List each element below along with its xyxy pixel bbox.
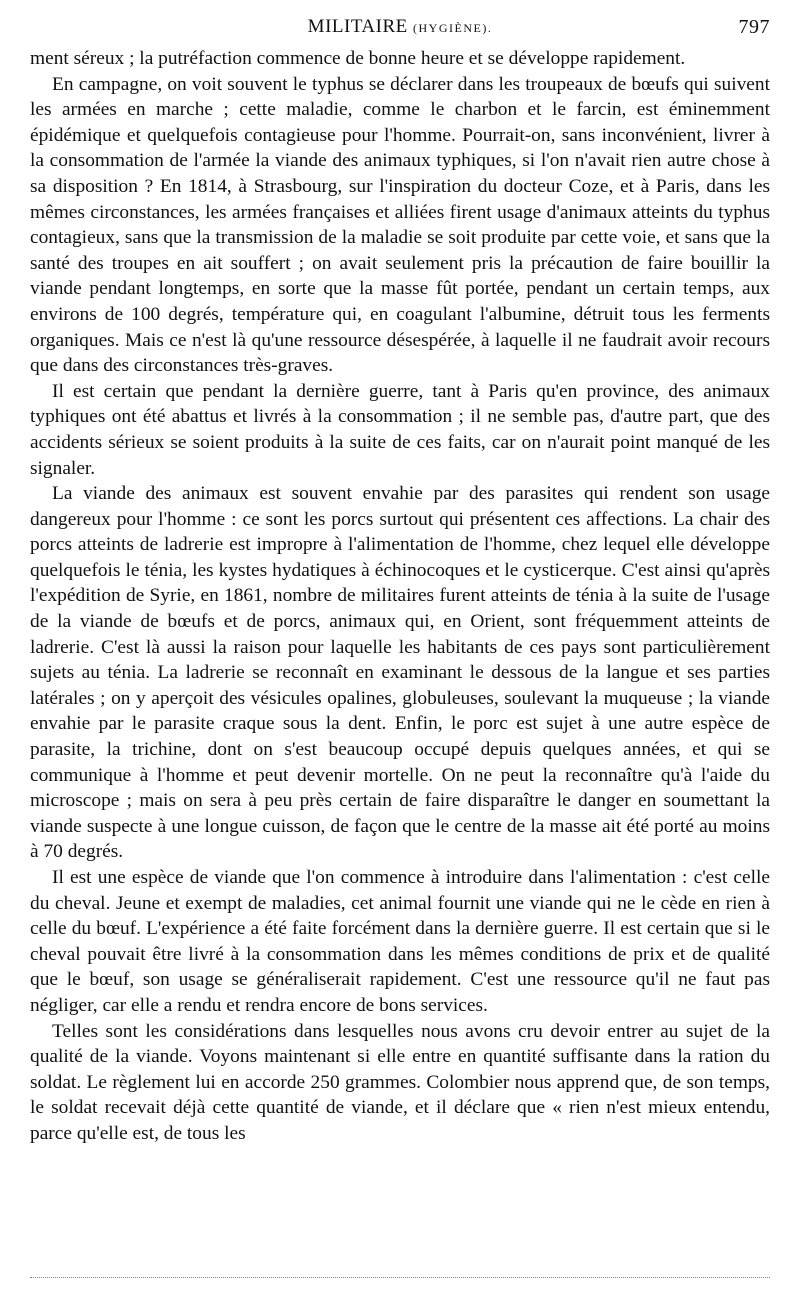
body-text — [30, 46, 770, 1147]
paragraph-3: Il est certain que pendant la dernière guerre, tant à Paris qu'en province, des animaux typhiques ont été abattus et livrés à la consommation ; il ne semble pas, d'autre part, que des accidents sérieux se soient produits à la suite de ces faits, car on n'aurait point manqué de les signaler. — [30, 380, 770, 479]
running-title-main: MILITAIRE — [307, 16, 408, 37]
footer-dotted-rule — [30, 1277, 770, 1278]
paragraph-4: La viande des animaux est souvent envahie par des parasites qui rendent son usage dangereux pour l'homme : ce sont les porcs surtout qui présentent ces affections. La chair des porcs atteints de ladrerie est impropre à l'alimentation de l'homme, chez lequel elle développe quelquefois le ténia, les kystes hydatiques à échinocoques et le cysticerque. C'est ainsi qu'après l'expédition de Syrie, en 1861, nombre de militaires furent atteints de ténia à la suite de l'usage de la viande de bœufs et de porcs, animaux qui, en Orient, sont fréquemment atteints de ladrerie. C'est là aussi la raison pour laquelle les habitants de ces pays sont particulièrement sujets au ténia. La ladrerie se reconnaît en examinant le dessous de la langue et ses parties latérales ; on y aperçoit des vésicules opalines, globuleuses, soulevant la muqueuse ; la viande envahie par le parasite craque sous la dent. Enfin, le porc est sujet à une autre espèce de parasite, la trichine, dont on s'est beaucoup occupé depuis quelques années, et qui se communique à l'homme et peut devenir mortelle. On ne peut la reconnaître qu'à l'aide du microscope ; mais on sera à peu près certain de faire disparaître le danger en soumettant la viande suspecte à une longue cuisson, de façon que le centre de la masse ait été porté au moins à 70 degrés. — [30, 483, 770, 863]
paragraph-2: En campagne, on voit souvent le typhus se déclarer dans les troupeaux de bœufs qui suivent les armées en marche ; cette maladie, comme le charbon et le farcin, est éminemment épidémique et quelquefois contagieuse pour l'homme. Pourrait-on, sans inconvénient, livrer à la consommation de l'armée la viande des animaux typhiques, si l'on n'avait rien autre chose à sa disposition ? En 1814, à Strasbourg, sur l'inspiration du docteur Coze, et à Paris, dans les mêmes circonstances, les armées françaises et alliées firent usage d'animaux atteints du typhus contagieux, sans que la transmission de la maladie se soit produite par cette voie, et sans que la santé des troupes en ait souffert ; on avait seulement pris la précaution de faire bouillir la viande pendant longtemps, en sorte que la masse fût portée, pendant un certain temps, aux environs de 100 degrés, température qui, en coagulant l'albumine, détruit tous les ferments organiques. Mais ce n'est là qu'une ressource désespérée, à laquelle il ne faudrait avoir recours que dans des circonstances très-graves. — [30, 73, 770, 377]
page-number: 797 — [738, 16, 770, 38]
book-page — [30, 16, 770, 1296]
running-title-sub: (HYGIÈNE). — [413, 21, 493, 35]
paragraph-6: Telles sont les considérations dans lesquelles nous avons cru devoir entrer au sujet de la qualité de la viande. Voyons maintenant si elle entre en quantité suffisante dans la ration du soldat. Le règlement lui en accorde 250 grammes. Colombier nous apprend que, de son temps, le soldat recevait déjà cette quantité de viande, et il déclare que « rien n'est mieux entendu, parce qu'elle est, de tous les — [30, 1020, 770, 1144]
paragraph-1: ment séreux ; la putréfaction commence de bonne heure et se développe rapidement. — [30, 48, 686, 69]
running-title — [30, 16, 770, 38]
paragraph-5: Il est une espèce de viande que l'on commence à introduire dans l'alimentation : c'est celle du cheval. Jeune et exempt de maladies, cet animal fournit une viande qui ne le cède en rien à celle du bœuf. L'expérience a été faite forcément dans la dernière guerre. Il est certain que si le cheval pouvait être livré à la consommation dans les mêmes conditions de prix et de qualité que le bœuf, son usage se généraliserait rapidement. C'est une ressource qu'il ne faut pas négliger, car elle a rendu et rendra encore de bons services. — [30, 867, 770, 1016]
running-header — [30, 16, 770, 46]
